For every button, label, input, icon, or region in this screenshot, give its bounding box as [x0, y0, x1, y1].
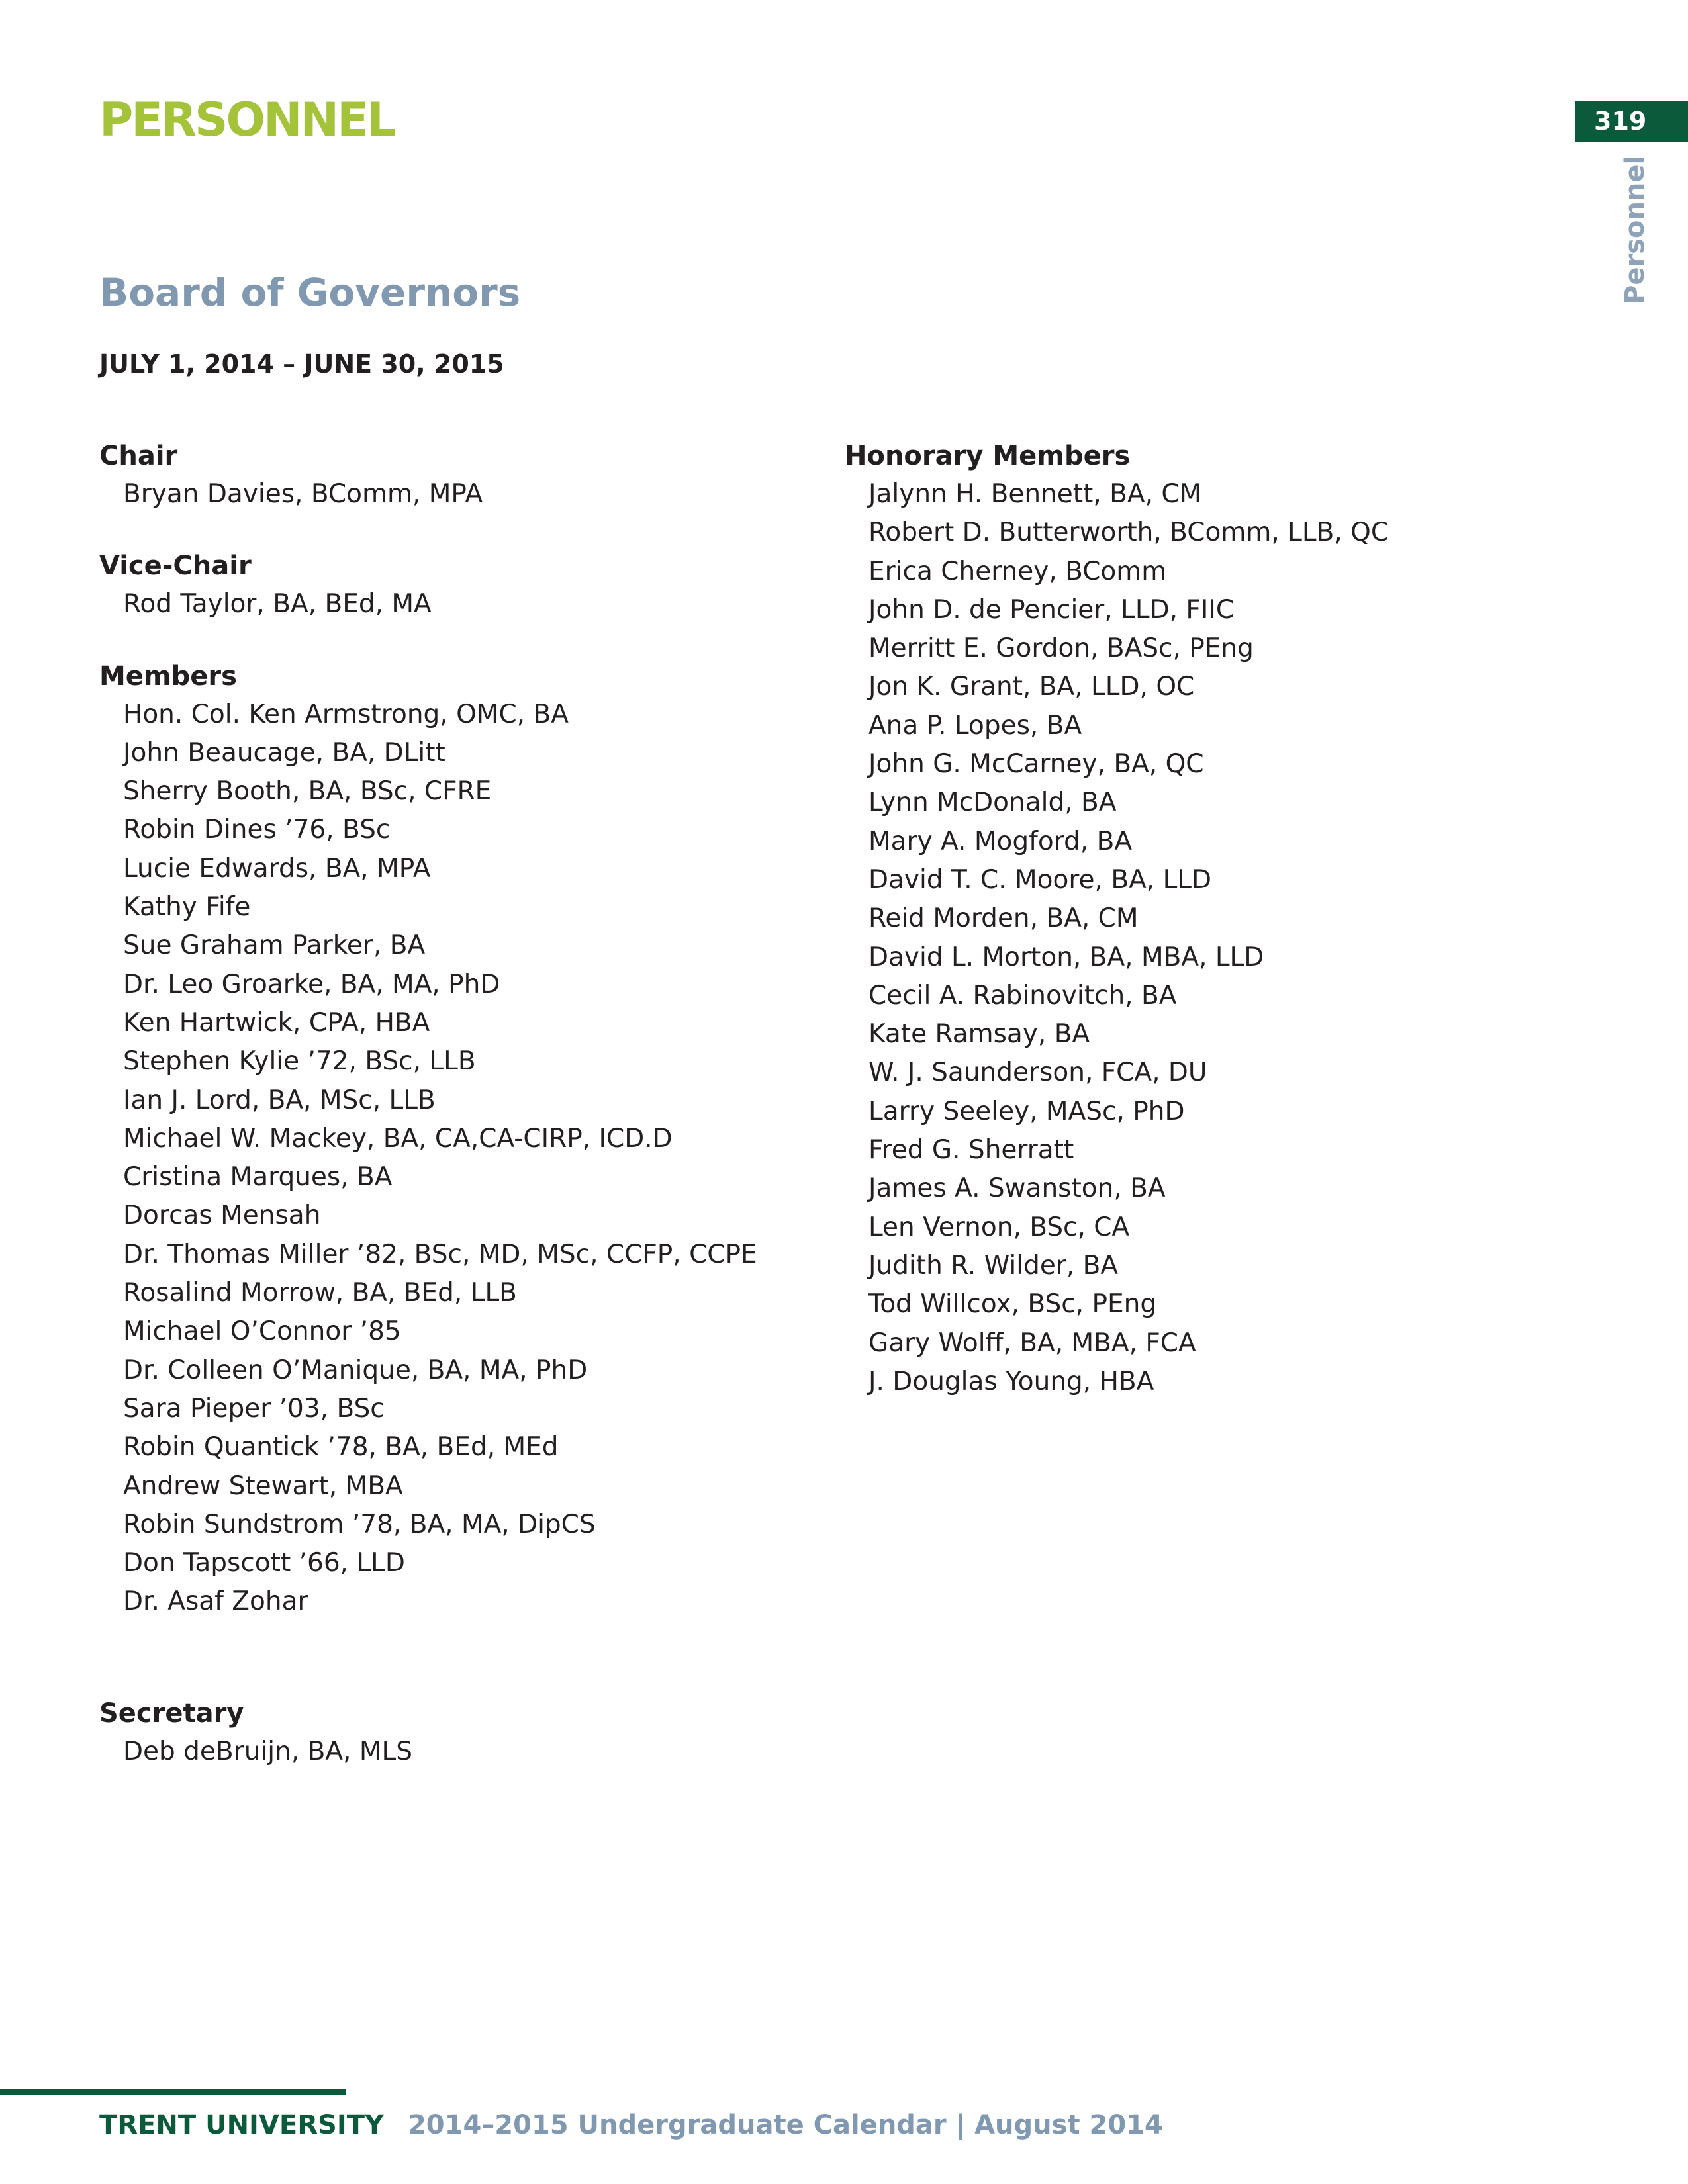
list-item: Michael O’Connor ’85	[123, 1316, 401, 1347]
list-item: Robin Quantick ’78, BA, BEd, MEd	[123, 1432, 559, 1463]
list-item: Dr. Colleen O’Manique, BA, MA, PhD	[123, 1355, 588, 1385]
list-item: Rod Taylor, BA, BEd, MA	[123, 589, 432, 619]
list-item: John G. McCarney, BA, QC	[868, 749, 1204, 780]
list-item: Lucie Edwards, BA, MPA	[123, 853, 431, 884]
list-item: Dr. Thomas Miller ’82, BSc, MD, MSc, CCFP, CCPE	[123, 1239, 757, 1269]
list-item: Sherry Booth, BA, BSc, CFRE	[123, 776, 492, 807]
list-item: Lynn McDonald, BA	[868, 788, 1117, 818]
list-item: Dr. Leo Groarke, BA, MA, PhD	[123, 969, 500, 999]
footer-rule	[0, 2089, 346, 2095]
list-item: J. Douglas Young, HBA	[868, 1366, 1154, 1396]
page-number: 319	[1575, 101, 1688, 142]
list-item: Dr. Asaf Zohar	[123, 1586, 308, 1617]
vice-chair-heading: Vice-Chair	[99, 551, 252, 582]
list-item: Bryan Davies, BComm, MPA	[123, 479, 483, 509]
list-item: Tod Willcox, BSc, PEng	[868, 1289, 1157, 1320]
honorary-members-group	[845, 437, 1389, 1401]
list-item: Ian J. Lord, BA, MSc, LLB	[123, 1085, 436, 1115]
list-item: James A. Swanston, BA	[868, 1173, 1166, 1204]
list-item: Gary Wolff, BA, MBA, FCA	[868, 1328, 1196, 1358]
chair-heading: Chair	[99, 441, 178, 471]
list-item: Ana P. Lopes, BA	[868, 710, 1082, 741]
list-item: Ken Hartwick, CPA, HBA	[123, 1007, 430, 1038]
list-item: John D. de Pencier, LLD, FIIC	[868, 594, 1235, 625]
list-item: Cristina Marques, BA	[123, 1162, 393, 1193]
members-group	[99, 657, 757, 1621]
list-item: Robert D. Butterworth, BComm, LLB, QC	[868, 518, 1389, 548]
chair-list	[99, 475, 757, 514]
list-item: Stephen Kylie ’72, BSc, LLB	[123, 1046, 476, 1077]
footer-calendar-title: 2014–2015 Undergraduate Calendar | August 2014	[407, 2110, 1163, 2140]
members-list	[99, 696, 757, 1621]
board-title: Board of Governors	[99, 270, 521, 315]
list-item: Larry Seeley, MASc, PhD	[868, 1096, 1185, 1126]
secretary-group	[99, 1694, 412, 1771]
list-item: John Beaucage, BA, DLitt	[123, 737, 445, 768]
list-item: Merritt E. Gordon, BASc, PEng	[868, 633, 1254, 664]
secretary-heading: Secretary	[99, 1698, 244, 1729]
list-item: W. J. Saunderson, FCA, DU	[868, 1058, 1207, 1088]
list-item: Kathy Fife	[123, 892, 251, 923]
list-item: Robin Dines ’76, BSc	[123, 815, 391, 845]
list-item: Sue Graham Parker, BA	[123, 931, 426, 961]
members-heading: Members	[99, 660, 237, 692]
chair-group	[99, 437, 757, 514]
list-item: Andrew Stewart, MBA	[123, 1471, 403, 1501]
list-item: Judith R. Wilder, BA	[868, 1250, 1119, 1281]
list-item: Fred G. Sherratt	[868, 1135, 1074, 1165]
list-item: Jalynn H. Bennett, BA, CM	[868, 479, 1202, 509]
list-item: Kate Ramsay, BA	[868, 1019, 1090, 1050]
list-item: Robin Sundstrom ’78, BA, MA, DipCS	[123, 1509, 596, 1539]
list-item: Rosalind Morrow, BA, BEd, LLB	[123, 1278, 517, 1308]
list-item: Deb deBruijn, BA, MLS	[123, 1737, 412, 1766]
secretary-list	[99, 1733, 412, 1771]
list-item: Erica Cherney, BComm	[868, 556, 1167, 586]
term-dates: JULY 1, 2014 – JUNE 30, 2015	[99, 349, 504, 379]
list-item: Sara Pieper ’03, BSc	[123, 1393, 385, 1424]
side-section-label: Personnel	[1620, 155, 1650, 304]
list-item: Reid Morden, BA, CM	[868, 903, 1139, 934]
list-item: Jon K. Grant, BA, LLD, OC	[868, 672, 1195, 702]
list-item: Mary A. Mogford, BA	[868, 826, 1133, 856]
vice-chair-group	[99, 547, 757, 623]
honorary-members-list	[845, 475, 1389, 1401]
section-title: PERSONNEL	[99, 93, 395, 147]
list-item: Hon. Col. Ken Armstrong, OMC, BA	[123, 699, 569, 729]
list-item: Don Tapscott ’66, LLD	[123, 1548, 405, 1578]
left-column	[99, 437, 757, 1655]
list-item: Michael W. Mackey, BA, CA,CA-CIRP, ICD.D	[123, 1123, 673, 1154]
list-item: Len Vernon, BSc, CA	[868, 1212, 1130, 1242]
vice-chair-list	[99, 585, 757, 623]
honorary-members-heading: Honorary Members	[845, 441, 1131, 471]
footer	[99, 2110, 1163, 2140]
list-item: Cecil A. Rabinovitch, BA	[868, 980, 1177, 1011]
right-column	[845, 437, 1389, 1434]
list-item: David L. Morton, BA, MBA, LLD	[868, 942, 1264, 972]
list-item: David T. C. Moore, BA, LLD	[868, 864, 1212, 895]
footer-university: TRENT UNIVERSITY	[99, 2110, 384, 2140]
list-item: Dorcas Mensah	[123, 1201, 321, 1231]
